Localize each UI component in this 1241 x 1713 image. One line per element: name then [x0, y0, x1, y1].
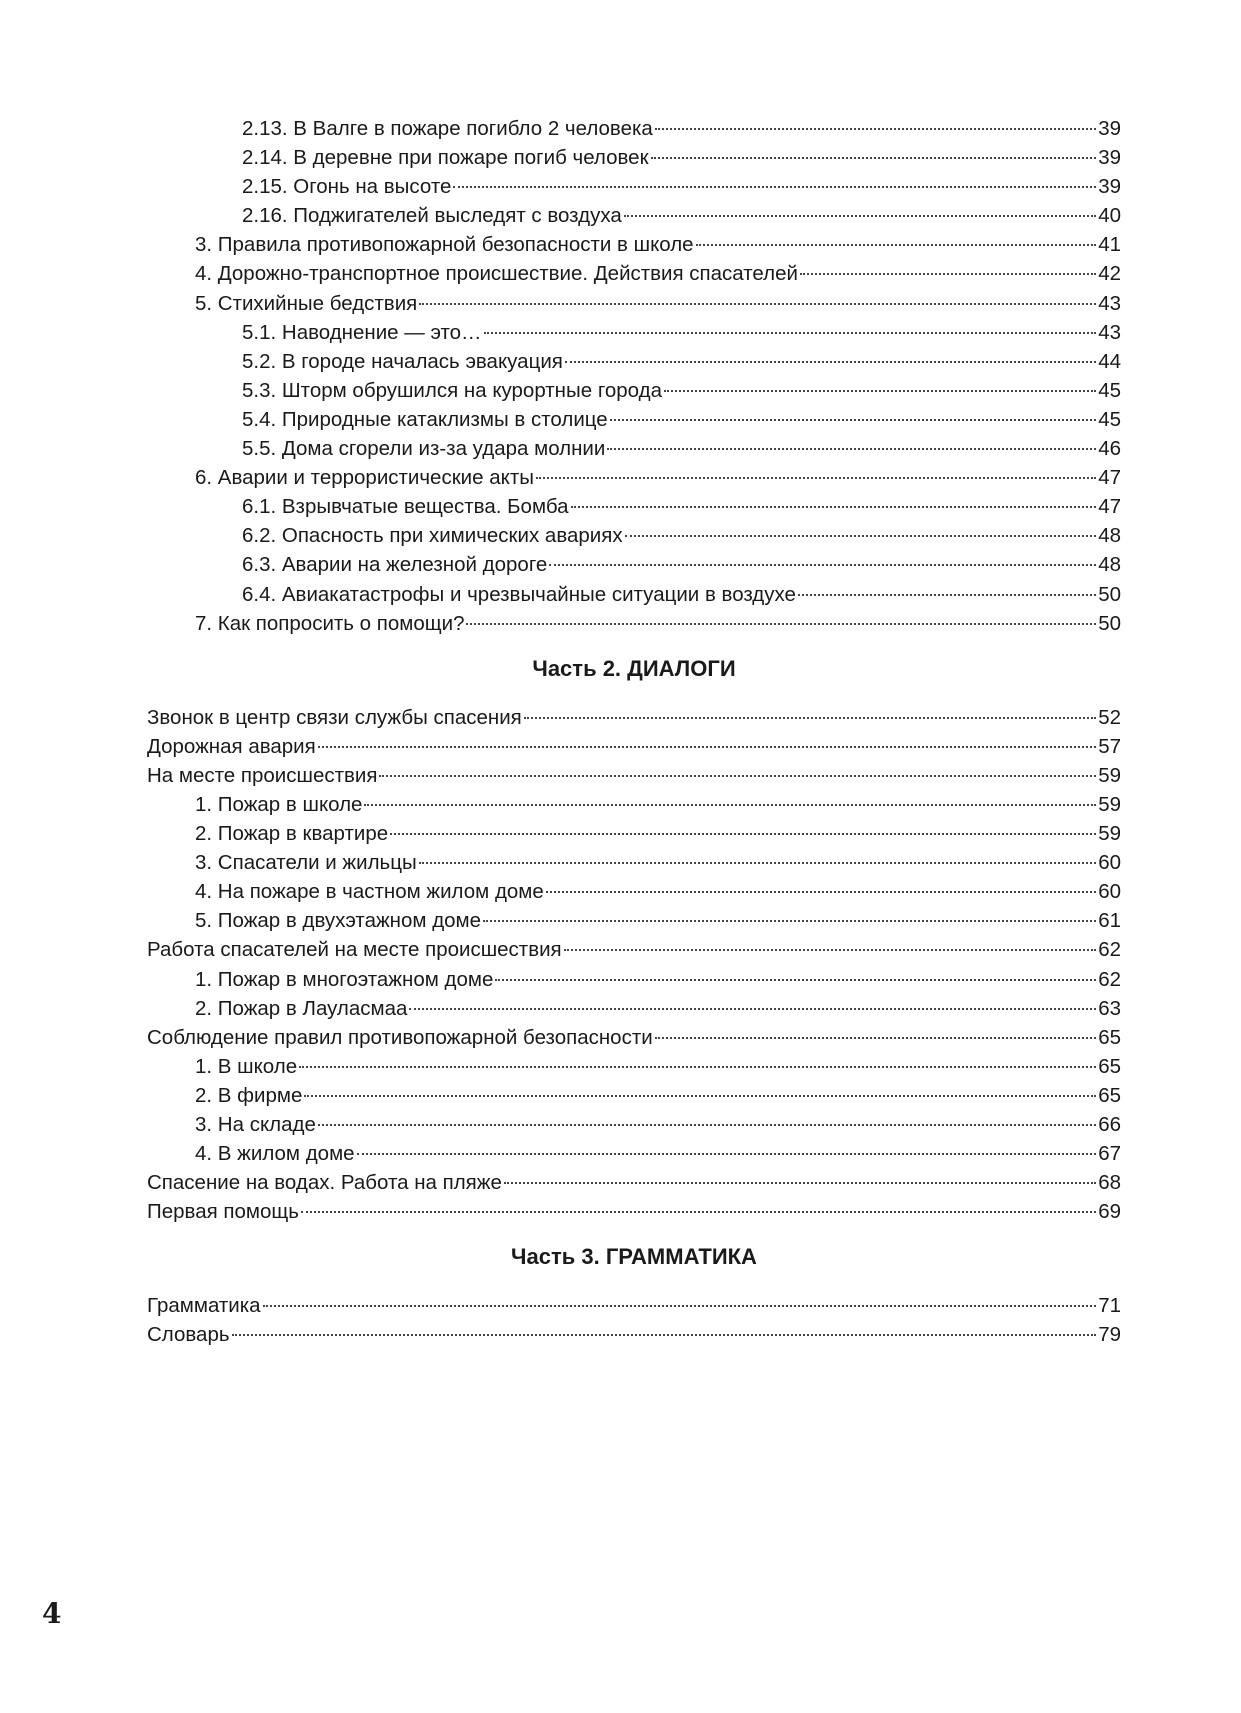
toc-entry-page: 43 [1098, 291, 1121, 315]
part1-continued-list [147, 114, 1121, 638]
toc-entry[interactable] [147, 114, 1121, 143]
dot-leader [301, 1210, 1096, 1213]
dot-leader [299, 1065, 1096, 1068]
toc-entry-title: 1. Пожар в школе [195, 792, 363, 816]
toc-entry[interactable] [147, 143, 1121, 172]
toc-entry-page: 60 [1098, 851, 1121, 875]
toc-entry-page: 65 [1098, 1054, 1121, 1078]
dot-leader [696, 243, 1097, 246]
toc-entry[interactable] [147, 259, 1121, 288]
toc-entry-page: 60 [1098, 880, 1121, 904]
dot-leader [409, 1007, 1096, 1010]
toc-entry-page: 44 [1098, 349, 1121, 373]
toc-entry-title: 3. Спасатели и жильцы [195, 851, 417, 875]
toc-entry[interactable] [147, 492, 1121, 521]
toc-entry[interactable] [147, 376, 1121, 405]
dot-leader [564, 948, 1097, 951]
toc-entry-title: Соблюдение правил противопожарной безопасности [147, 1025, 653, 1049]
toc-entry-page: 79 [1098, 1323, 1121, 1347]
toc-entry-page: 67 [1098, 1142, 1121, 1166]
toc-entry-page: 71 [1098, 1294, 1121, 1318]
toc-entry[interactable] [147, 550, 1121, 579]
toc-entry[interactable] [147, 230, 1121, 259]
toc-entry[interactable] [147, 1320, 1121, 1349]
toc-entry[interactable] [147, 703, 1121, 732]
toc-entry[interactable] [147, 965, 1121, 994]
toc-entry-page: 50 [1098, 611, 1121, 635]
toc-entry-title: 4. На пожаре в частном жилом доме [195, 880, 544, 904]
toc-entry-title: 4. В жилом доме [195, 1142, 355, 1166]
toc-entry-page: 47 [1098, 466, 1121, 490]
toc-entry-page: 65 [1098, 1083, 1121, 1107]
toc-entry-title: 5. Стихийные бедствия [195, 291, 418, 315]
toc-entry[interactable] [147, 935, 1121, 964]
dot-leader [651, 156, 1097, 159]
dot-leader [379, 774, 1096, 777]
toc-entry-page: 41 [1098, 233, 1121, 257]
dot-leader [571, 505, 1097, 508]
toc-entry[interactable] [147, 1139, 1121, 1168]
dot-leader [610, 418, 1097, 421]
toc-entry-title: 2. В фирме [195, 1083, 303, 1107]
part2-list [147, 703, 1121, 1227]
toc-entry-title: Грамматика [147, 1294, 261, 1318]
toc-entry-title: 2.14. В деревне при пожаре погиб человек [242, 146, 649, 170]
toc-entry[interactable] [147, 318, 1121, 347]
toc-entry-page: 68 [1098, 1171, 1121, 1195]
toc-entry[interactable] [147, 761, 1121, 790]
toc-entry-title: 5.4. Природные катаклизмы в столице [242, 407, 608, 431]
toc-entry-page: 57 [1098, 734, 1121, 758]
toc-entry-title: 5.5. Дома сгорели из-за удара молнии [242, 437, 606, 461]
toc-entry[interactable] [147, 609, 1121, 638]
dot-leader [536, 476, 1096, 479]
part3-list [147, 1291, 1121, 1349]
toc-entry-page: 63 [1098, 996, 1121, 1020]
dot-leader [263, 1304, 1097, 1307]
toc-entry-title: Дорожная авария [147, 734, 316, 758]
dot-leader [318, 745, 1096, 748]
toc-entry[interactable] [147, 1291, 1121, 1320]
dot-leader [546, 890, 1096, 893]
toc-entry-title: 5. Пожар в двухэтажном доме [195, 909, 482, 933]
toc-entry-page: 42 [1098, 262, 1121, 286]
dot-leader [664, 389, 1096, 392]
toc-entry[interactable] [147, 877, 1121, 906]
dot-leader [318, 1123, 1096, 1126]
toc-entry[interactable] [147, 434, 1121, 463]
toc-entry-page: 59 [1098, 822, 1121, 846]
toc-entry[interactable] [147, 790, 1121, 819]
toc-entry-page: 59 [1098, 792, 1121, 816]
toc-entry-page: 40 [1098, 204, 1121, 228]
toc-entry-title: 6.3. Аварии на железной дороге [242, 553, 548, 577]
toc-entry-title: Работа спасателей на месте происшествия [147, 938, 562, 962]
toc-entry-title: 2. Пожар в Лауласмаа [195, 996, 408, 1020]
dot-leader [504, 1181, 1096, 1184]
toc-entry-page: 65 [1098, 1025, 1121, 1049]
toc-entry[interactable] [147, 172, 1121, 201]
dot-leader [798, 593, 1096, 596]
toc-entry-page: 59 [1098, 763, 1121, 787]
toc-entry-page: 47 [1098, 495, 1121, 519]
toc-entry[interactable] [147, 994, 1121, 1023]
part2-heading: Часть 2. ДИАЛОГИ [532, 655, 736, 681]
toc-entry[interactable] [147, 521, 1121, 550]
toc-entry-page: 48 [1098, 553, 1121, 577]
toc-entry-title: 2.16. Поджигателей выследят с воздуха [242, 204, 622, 228]
table-of-contents [147, 114, 1121, 1350]
toc-entry[interactable] [147, 906, 1121, 935]
toc-entry-title: 1. Пожар в многоэтажном доме [195, 967, 494, 991]
page-number: 4 [42, 1597, 62, 1630]
toc-entry-page: 48 [1098, 524, 1121, 548]
toc-entry-page: 43 [1098, 320, 1121, 344]
toc-entry[interactable] [147, 732, 1121, 761]
toc-entry-title: 6.1. Взрывчатые вещества. Бомба [242, 495, 569, 519]
toc-entry-page: 69 [1098, 1200, 1121, 1224]
toc-entry[interactable] [147, 1023, 1121, 1052]
toc-entry[interactable] [147, 405, 1121, 434]
toc-entry-page: 39 [1098, 175, 1121, 199]
toc-entry[interactable] [147, 289, 1121, 318]
toc-entry-title: 5.1. Наводнение — это… [242, 320, 482, 344]
toc-entry-title: 6.2. Опасность при химических авариях [242, 524, 623, 548]
toc-entry-page: 61 [1098, 909, 1121, 933]
dot-leader [419, 861, 1096, 864]
dot-leader [304, 1094, 1096, 1097]
toc-entry-title: 6. Аварии и террористические акты [195, 466, 534, 490]
dot-leader [800, 272, 1096, 275]
toc-entry-page: 39 [1098, 146, 1121, 170]
toc-entry[interactable] [147, 848, 1121, 877]
toc-entry[interactable] [147, 1110, 1121, 1139]
toc-entry-page: 50 [1098, 582, 1121, 606]
toc-entry[interactable] [147, 201, 1121, 230]
toc-entry-title: 3. Правила противопожарной безопасности в школе [195, 233, 694, 257]
toc-entry[interactable] [147, 1197, 1121, 1226]
toc-entry-title: 6.4. Авиакатастрофы и чрезвычайные ситуации в воздухе [242, 582, 796, 606]
dot-leader [483, 919, 1096, 922]
toc-entry[interactable] [147, 347, 1121, 376]
toc-entry-title: На месте происшествия [147, 763, 378, 787]
dot-leader [549, 563, 1096, 566]
toc-entry-title: 5.2. В городе началась эвакуация [242, 349, 563, 373]
toc-entry-title: 7. Как попросить о помощи? [195, 611, 465, 635]
dot-leader [625, 534, 1097, 537]
dot-leader [624, 214, 1096, 217]
toc-entry-title: Словарь [147, 1323, 230, 1347]
dot-leader [453, 185, 1096, 188]
toc-entry-title: 2. Пожар в квартире [195, 822, 389, 846]
toc-entry-page: 66 [1098, 1113, 1121, 1136]
toc-entry-title: 5.3. Шторм обрушился на курортные города [242, 378, 662, 402]
dot-leader [390, 832, 1096, 835]
dot-leader [419, 302, 1096, 305]
dot-leader [655, 127, 1096, 130]
toc-entry[interactable] [147, 819, 1121, 848]
toc-entry-page: 46 [1098, 437, 1121, 461]
toc-entry-title: Звонок в центр связи службы спасения [147, 705, 522, 729]
dot-leader [565, 360, 1096, 363]
dot-leader [495, 978, 1096, 981]
toc-entry-title: 2.13. В Валге в пожаре погибло 2 человека [242, 117, 653, 140]
part3-heading: Часть 3. ГРАММАТИКА [511, 1244, 757, 1270]
dot-leader [524, 716, 1096, 719]
dot-leader [357, 1152, 1097, 1155]
toc-entry-title: 4. Дорожно-транспортное происшествие. Действия спасателей [195, 262, 798, 286]
toc-entry-page: 52 [1098, 705, 1121, 729]
toc-entry[interactable] [147, 1168, 1121, 1197]
toc-entry[interactable] [147, 580, 1121, 609]
toc-entry-title: Первая помощь [147, 1200, 299, 1224]
toc-entry[interactable] [147, 1081, 1121, 1110]
dot-leader [607, 447, 1096, 450]
dot-leader [655, 1036, 1097, 1039]
toc-entry[interactable] [147, 463, 1121, 492]
dot-leader [364, 803, 1096, 806]
dot-leader [466, 622, 1096, 625]
toc-entry[interactable] [147, 1052, 1121, 1081]
toc-entry-title: Спасение на водах. Работа на пляже [147, 1171, 502, 1195]
dot-leader [232, 1333, 1097, 1336]
toc-entry-page: 62 [1098, 967, 1121, 991]
toc-entry-page: 39 [1098, 117, 1121, 140]
toc-entry-title: 1. В школе [195, 1054, 298, 1078]
toc-entry-page: 45 [1098, 378, 1121, 402]
toc-entry-page: 45 [1098, 407, 1121, 431]
toc-entry-title: 2.15. Огонь на высоте [242, 175, 452, 199]
dot-leader [484, 331, 1097, 334]
toc-entry-page: 62 [1098, 938, 1121, 962]
toc-entry-title: 3. На складе [195, 1113, 316, 1136]
